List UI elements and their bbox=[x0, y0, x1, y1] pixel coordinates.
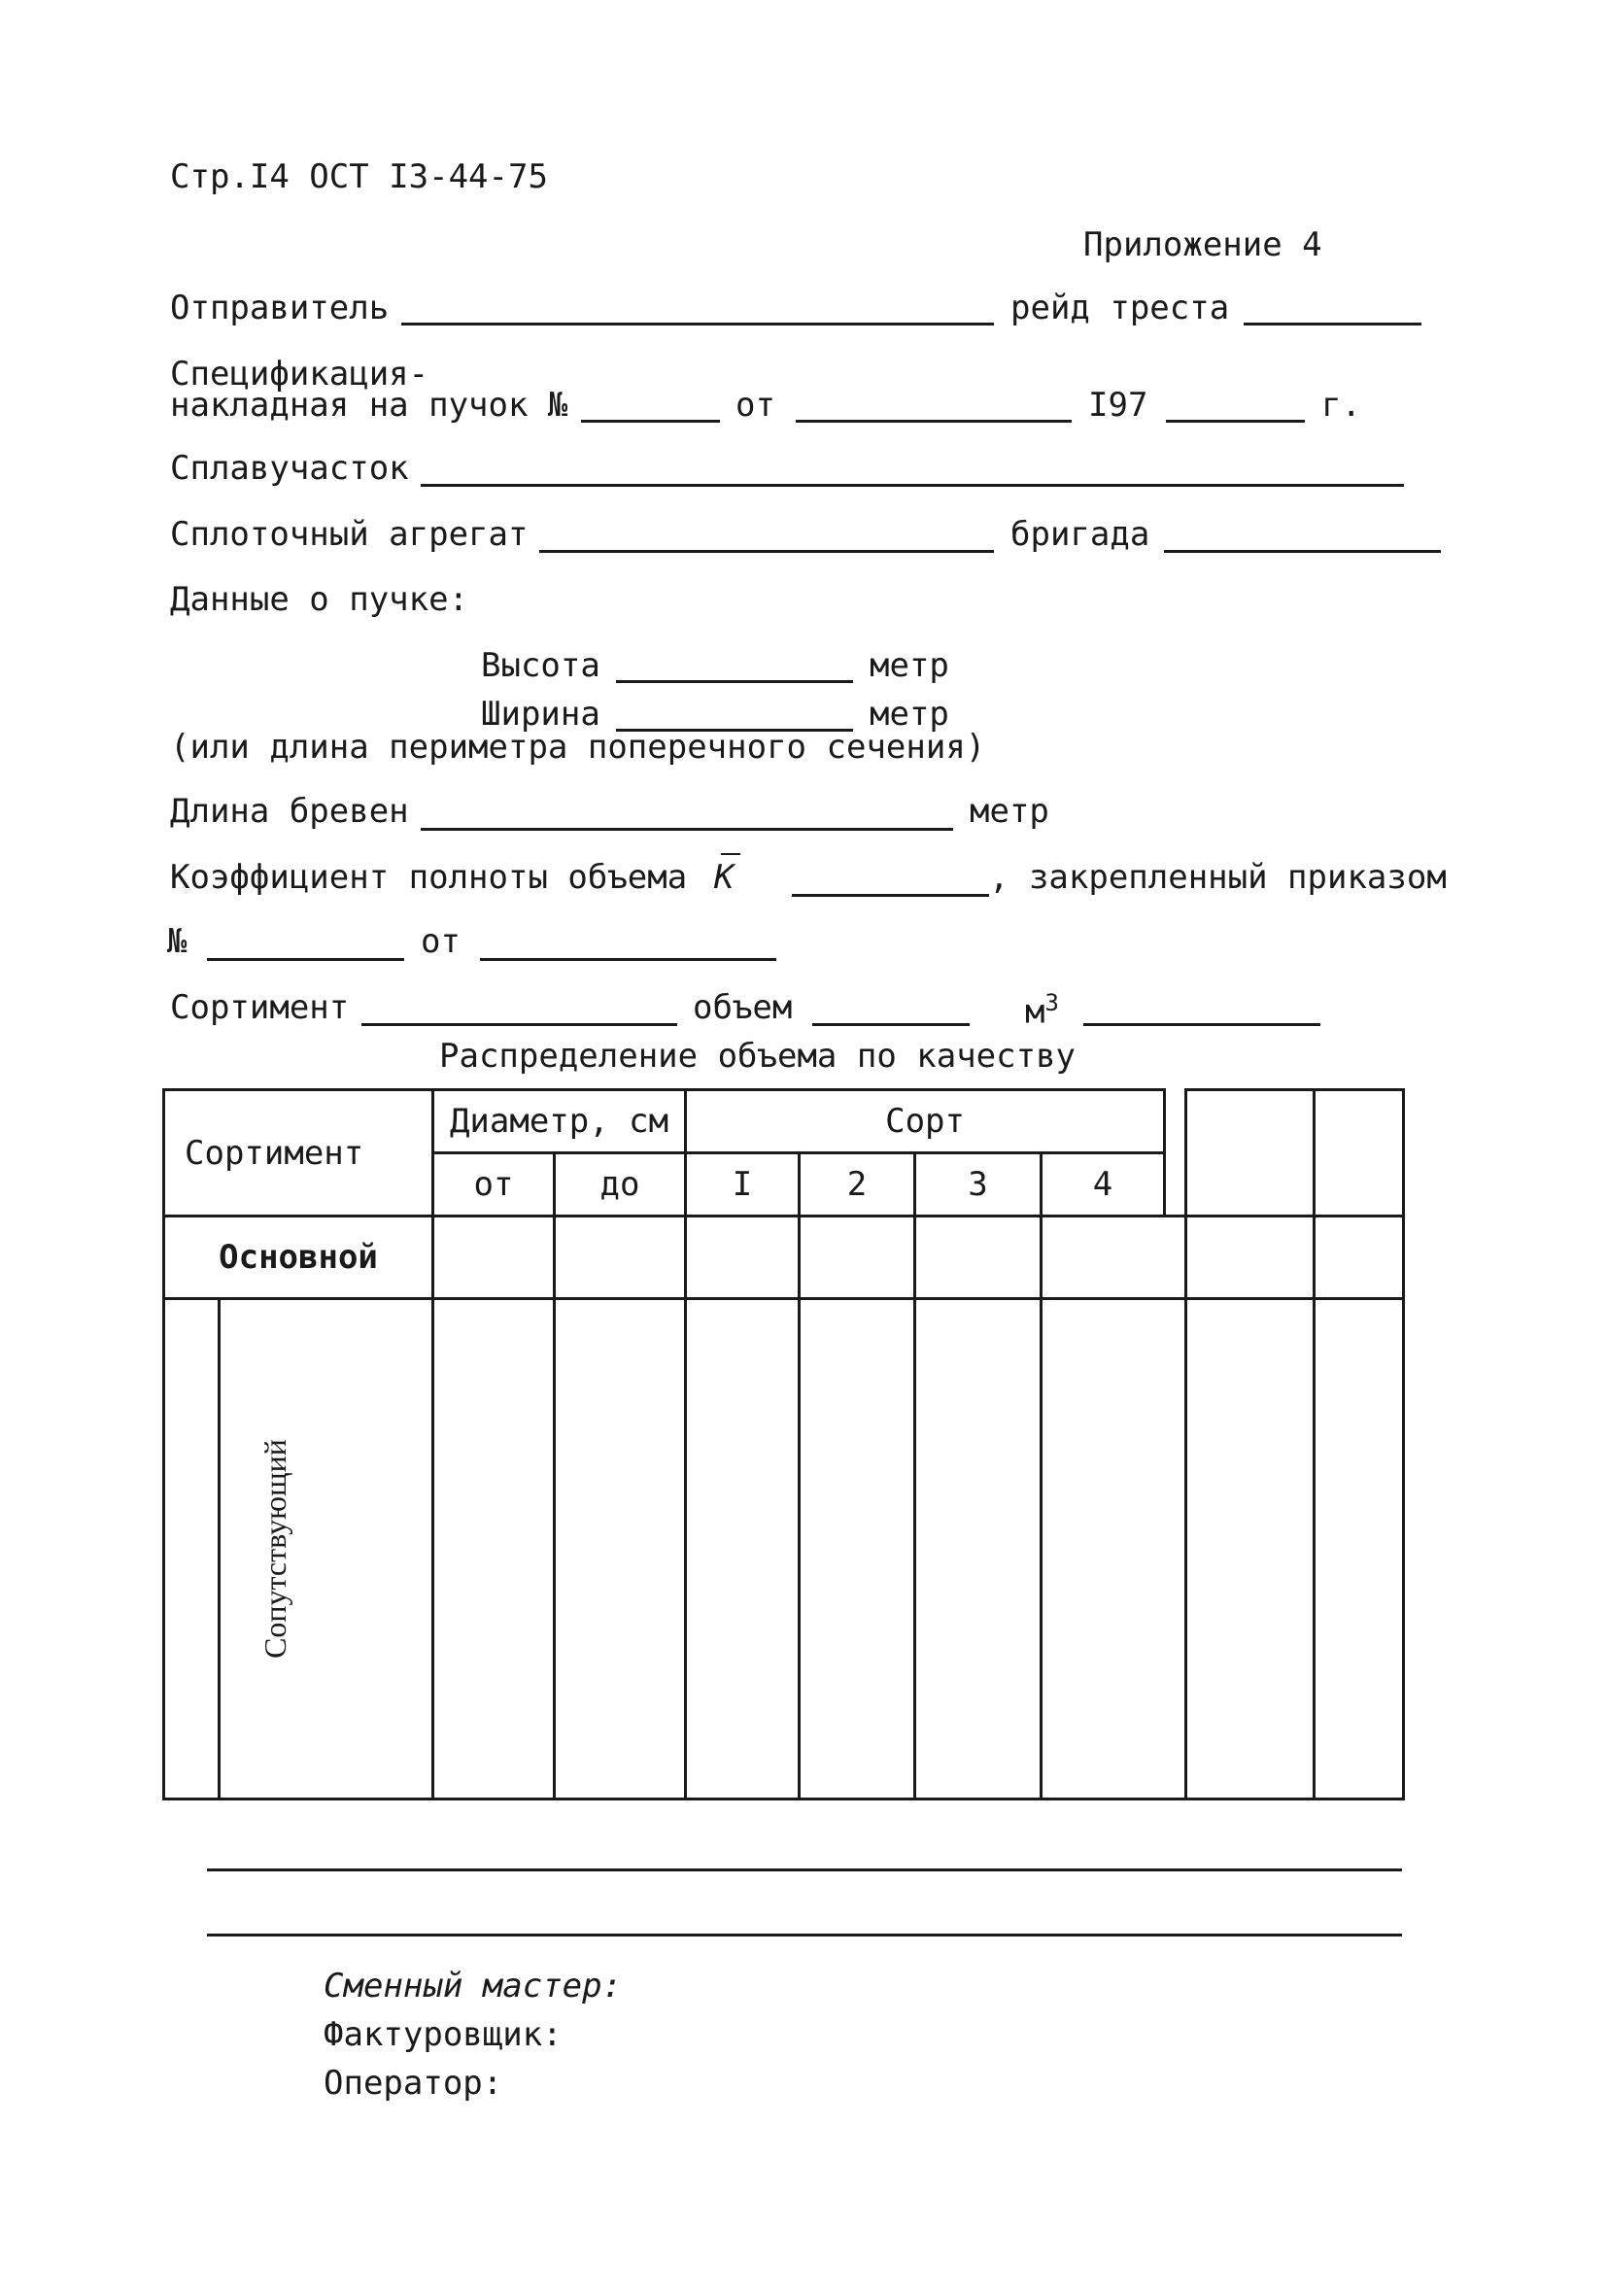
sender-field-line bbox=[401, 323, 994, 326]
sender-label: Отправитель bbox=[170, 289, 390, 327]
log-length-field-line bbox=[421, 828, 953, 831]
blank-line-2 bbox=[207, 1934, 1402, 1936]
grade-2-header: 2 bbox=[800, 1153, 915, 1217]
grade-4-header: 4 bbox=[1042, 1153, 1165, 1217]
width-label: Ширина bbox=[481, 695, 600, 734]
width-unit: метр bbox=[870, 695, 949, 734]
table-cell bbox=[433, 1217, 555, 1299]
unit-field-line bbox=[539, 550, 994, 553]
grade-3-header: 3 bbox=[915, 1153, 1042, 1217]
table-cell bbox=[1186, 1217, 1315, 1299]
height-field-line bbox=[616, 680, 853, 683]
height-label: Высота bbox=[481, 646, 600, 685]
brigade-field-line bbox=[1164, 550, 1441, 553]
log-length-label: Длина бревен bbox=[170, 792, 409, 831]
coef-symbol: K bbox=[714, 858, 735, 897]
height-unit: метр bbox=[870, 646, 949, 685]
section-label: Сплавучасток bbox=[170, 449, 409, 488]
year-line bbox=[1166, 420, 1305, 423]
accompanying-row-label: Сопутствующий bbox=[164, 1299, 220, 1799]
table-cell bbox=[686, 1299, 800, 1799]
assortment-label: Сортимент bbox=[170, 988, 350, 1027]
table-cell bbox=[220, 1299, 433, 1799]
coef-label: Коэффициент полноты объема bbox=[170, 858, 688, 897]
table-cell bbox=[555, 1217, 686, 1299]
table-cell bbox=[1042, 1299, 1186, 1799]
year-suffix: г. bbox=[1321, 386, 1361, 425]
grade-spacer bbox=[1165, 1090, 1186, 1217]
order-number-line bbox=[207, 958, 404, 961]
extra-header-1 bbox=[1186, 1090, 1315, 1217]
brigade-label: бригада bbox=[1010, 515, 1150, 554]
coef-field-line bbox=[792, 894, 989, 897]
bundle-number-line bbox=[581, 420, 720, 423]
table-cell bbox=[1186, 1299, 1315, 1799]
year-prefix: I97 bbox=[1088, 386, 1148, 425]
grade-1-header: I bbox=[686, 1153, 800, 1217]
perimeter-note: (или длина периметра поперечного сечения) bbox=[170, 728, 986, 767]
table-cell bbox=[1042, 1217, 1186, 1299]
m3-label: $м^3$ bbox=[1025, 989, 1059, 1032]
main-row-label: Основной bbox=[164, 1217, 433, 1299]
volume-label: объем bbox=[693, 988, 793, 1027]
distribution-title: Распределение объема по качеству bbox=[439, 1037, 1077, 1076]
spec-from-label: от bbox=[735, 386, 775, 425]
diameter-to-header: до bbox=[555, 1153, 686, 1217]
assortment-field-line bbox=[361, 1023, 677, 1026]
table-cell bbox=[433, 1299, 555, 1799]
table-cell bbox=[1315, 1217, 1404, 1299]
page-reference: Стр.I4 ОСТ I3-44-75 bbox=[170, 157, 548, 196]
unit-label: Сплоточный агрегат bbox=[170, 515, 529, 554]
operator-label: Оператор: bbox=[324, 2064, 503, 2103]
table-cell bbox=[686, 1217, 800, 1299]
table-cell bbox=[555, 1299, 686, 1799]
bundle-data-label: Данные о пучке: bbox=[170, 580, 469, 619]
order-date-line bbox=[480, 958, 776, 961]
table-cell bbox=[915, 1217, 1042, 1299]
order-number-sign: № bbox=[167, 922, 188, 961]
fixed-order-label: , закрепленный приказом bbox=[989, 858, 1447, 897]
coef-symbol-overline bbox=[721, 853, 740, 855]
assortment-header: Сортимент bbox=[164, 1090, 433, 1217]
extra-header-2 bbox=[1315, 1090, 1404, 1217]
volume-field-line bbox=[812, 1023, 970, 1026]
table-cell bbox=[915, 1299, 1042, 1799]
volume-unit-field-line bbox=[1083, 1023, 1320, 1026]
invoicer-label: Фактуровщик: bbox=[324, 2015, 563, 2054]
section-field-line bbox=[421, 484, 1404, 487]
raid-field-line bbox=[1244, 323, 1421, 326]
blank-line-1 bbox=[207, 1868, 1402, 1871]
table-cell bbox=[800, 1299, 915, 1799]
distribution-table bbox=[162, 1088, 1405, 1800]
log-length-unit: метр bbox=[970, 792, 1049, 831]
spec-date-line bbox=[796, 420, 1072, 423]
spec-label-line1: Спецификация- bbox=[170, 355, 429, 394]
shift-master-label: Сменный мастер: bbox=[324, 1967, 623, 2005]
table-cell bbox=[1315, 1299, 1404, 1799]
diameter-header: Диаметр, см bbox=[433, 1090, 686, 1153]
table-cell bbox=[800, 1217, 915, 1299]
raid-label: рейд треста bbox=[1010, 289, 1230, 327]
order-from-label: от bbox=[421, 922, 461, 961]
spec-label-line2: накладная на пучок № bbox=[170, 386, 568, 425]
appendix-label: Приложение 4 bbox=[1083, 225, 1322, 264]
diameter-from-header: от bbox=[433, 1153, 555, 1217]
grade-header: Сорт bbox=[686, 1090, 1165, 1153]
